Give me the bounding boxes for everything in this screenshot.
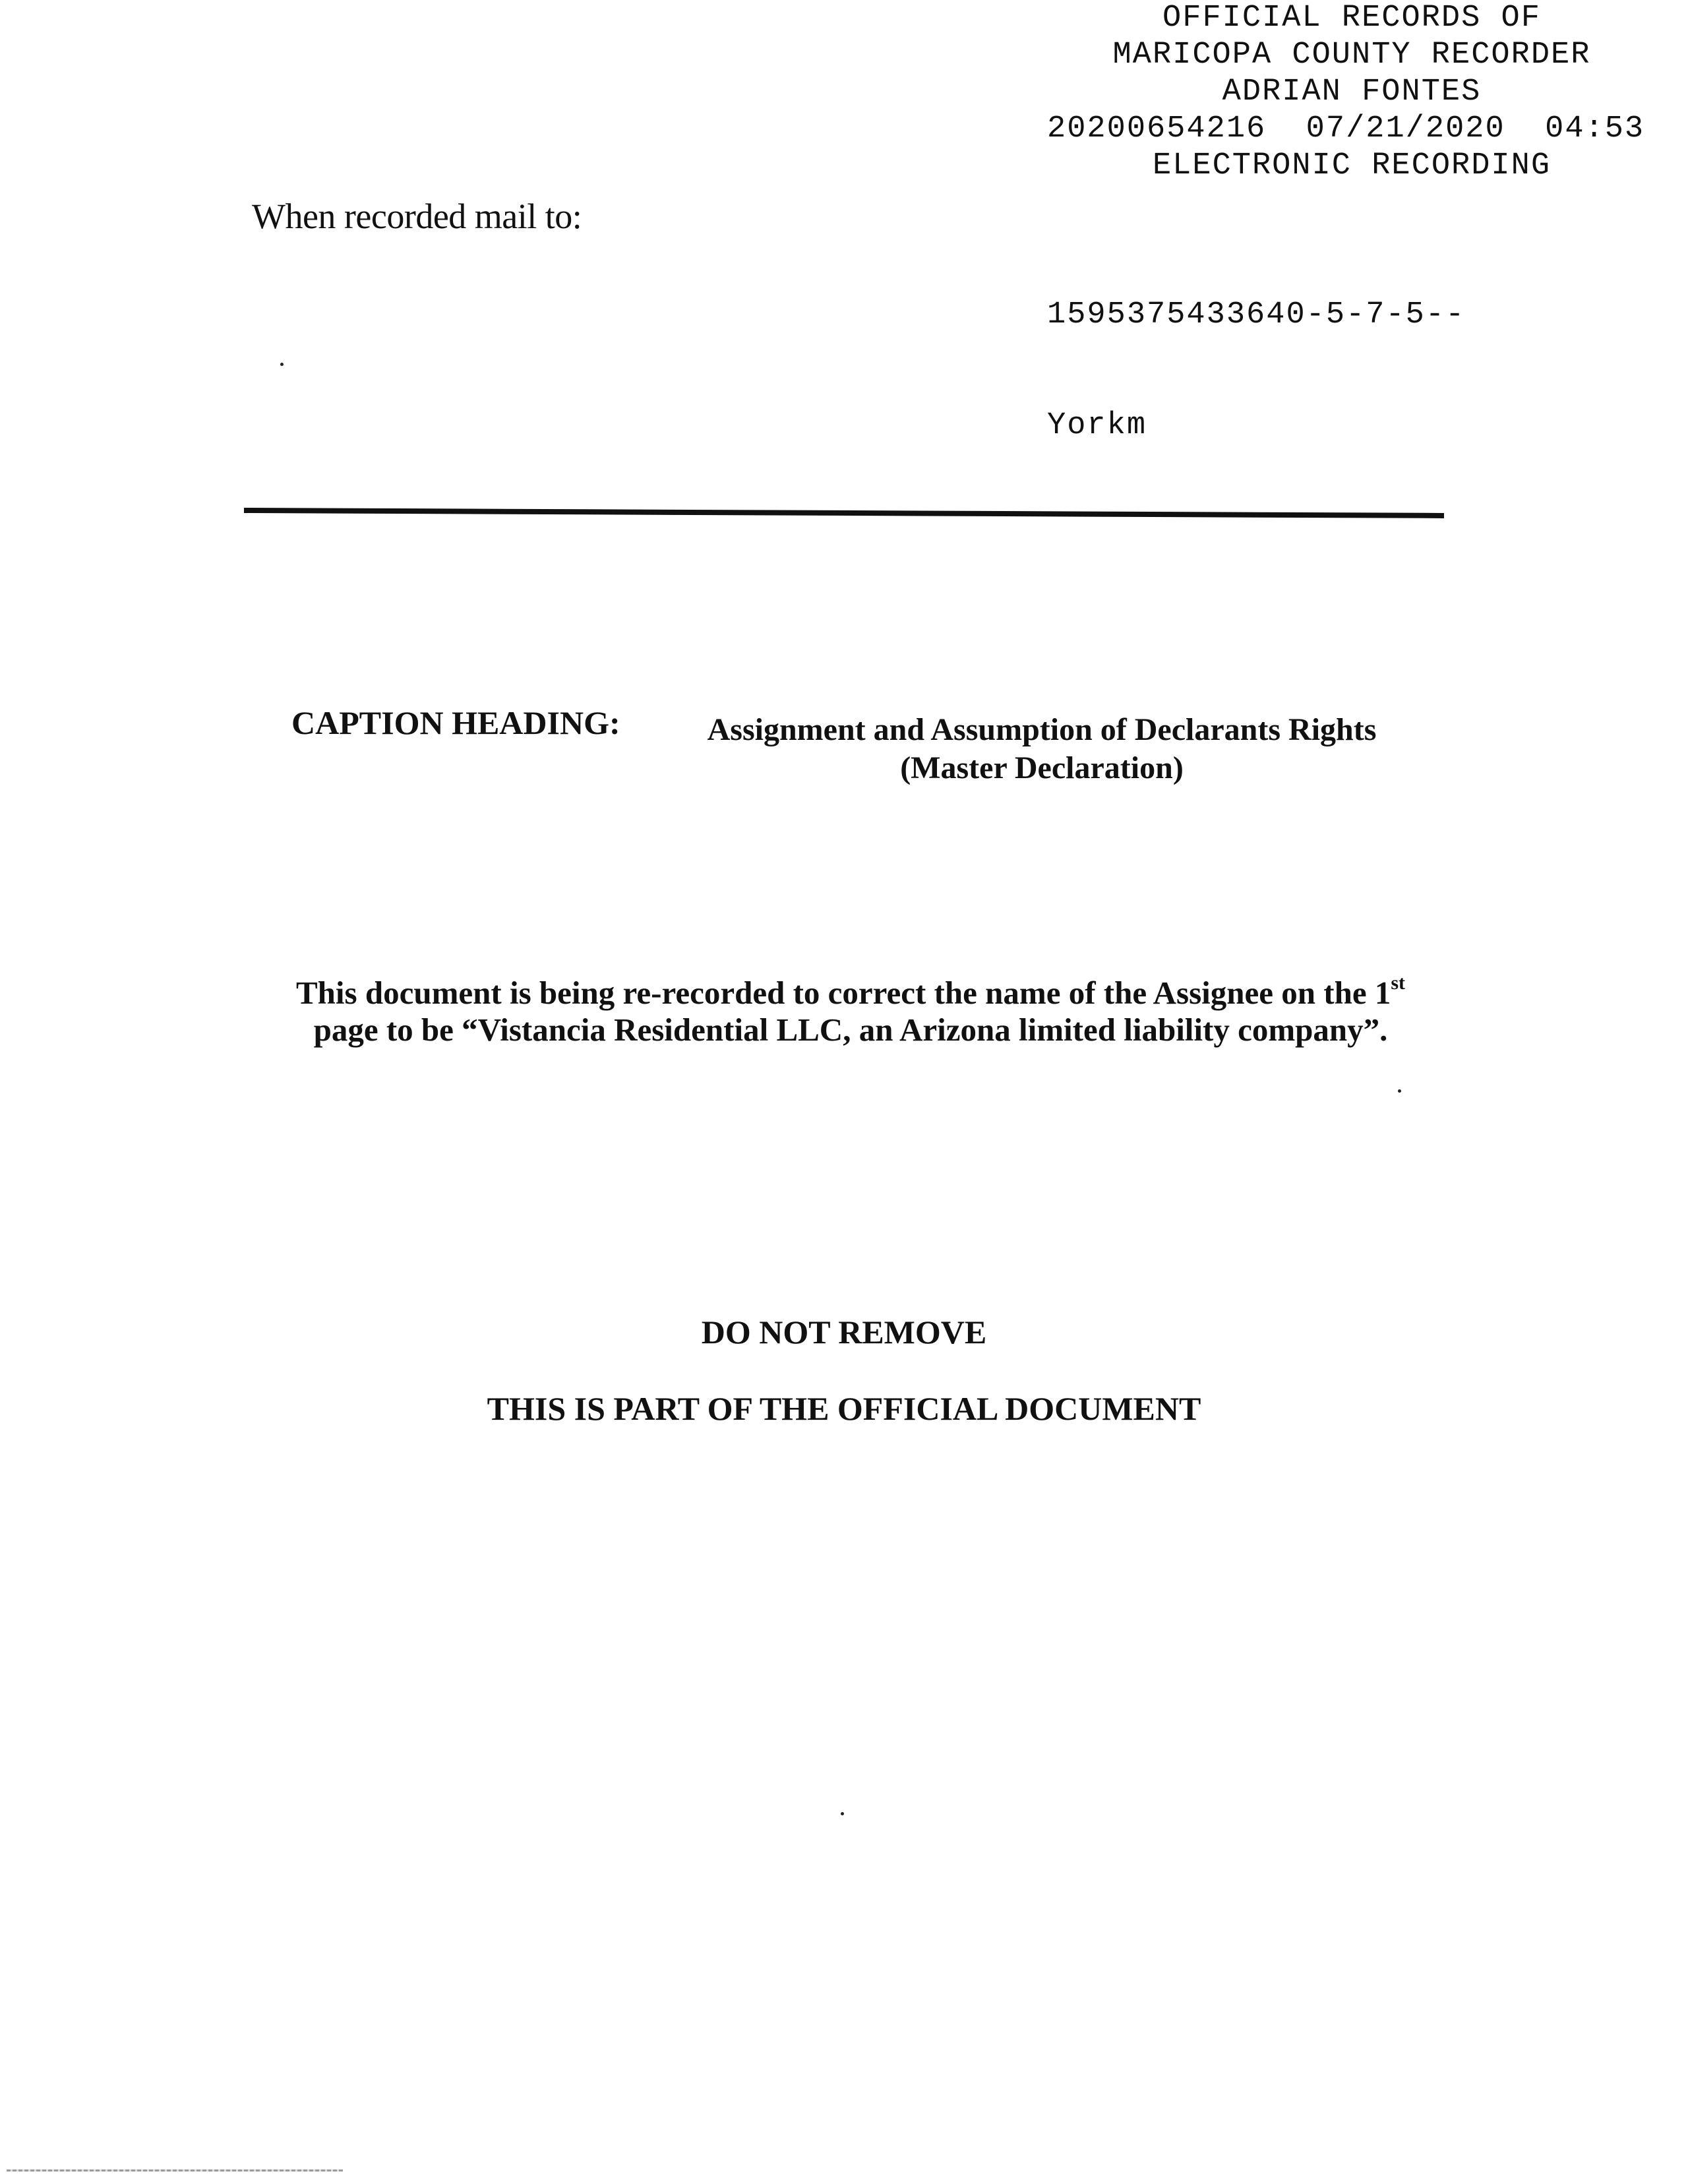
scan-speck [841, 1812, 844, 1815]
scan-speck [280, 363, 284, 366]
mail-to-label: When recorded mail to: [252, 197, 582, 236]
official-document-heading: THIS IS PART OF THE OFFICIAL DOCUMENT [487, 1390, 1201, 1427]
document-id-user: Yorkm [1047, 408, 1147, 443]
document-id-number: 1595375433640-5-7-5-- [1047, 297, 1466, 332]
recording-number-date-time: 20200654216 07/21/2020 04:53 [1047, 111, 1645, 146]
caption-title-line2: (Master Declaration) [900, 750, 1184, 785]
recorder-line-official-records: OFFICIAL RECORDS OF [1162, 1, 1541, 36]
scan-edge-artifact [7, 2169, 343, 2171]
rerecord-line1-text: This document is being re-recorded to correct the name of the Assignee on the 1 [295, 975, 1391, 1011]
caption-title-line1: Assignment and Assumption of Declarants Rights [707, 712, 1377, 747]
do-not-remove-heading: DO NOT REMOVE [701, 1314, 987, 1350]
caption-heading-title [673, 711, 1411, 787]
recorder-line-county: MARICOPA COUNTY RECORDER [1112, 38, 1591, 73]
horizontal-rule [244, 508, 1444, 518]
document-id-block [1047, 223, 1465, 481]
recorder-line-electronic: ELECTRONIC RECORDING [1152, 148, 1552, 183]
recorder-stamp [1029, 0, 1675, 185]
caption-heading-label: CAPTION HEADING: [291, 704, 620, 741]
rerecord-line2: page to be “Vistancia Residential LLC, an Arizona limited liability company”. [313, 1012, 1388, 1048]
recorder-line-name: ADRIAN FONTES [1222, 75, 1482, 109]
scan-speck [1398, 1089, 1401, 1093]
rerecord-line1 [264, 972, 1437, 1012]
rerecord-notice [264, 972, 1437, 1048]
rerecord-ordinal-suffix: st [1391, 972, 1406, 994]
